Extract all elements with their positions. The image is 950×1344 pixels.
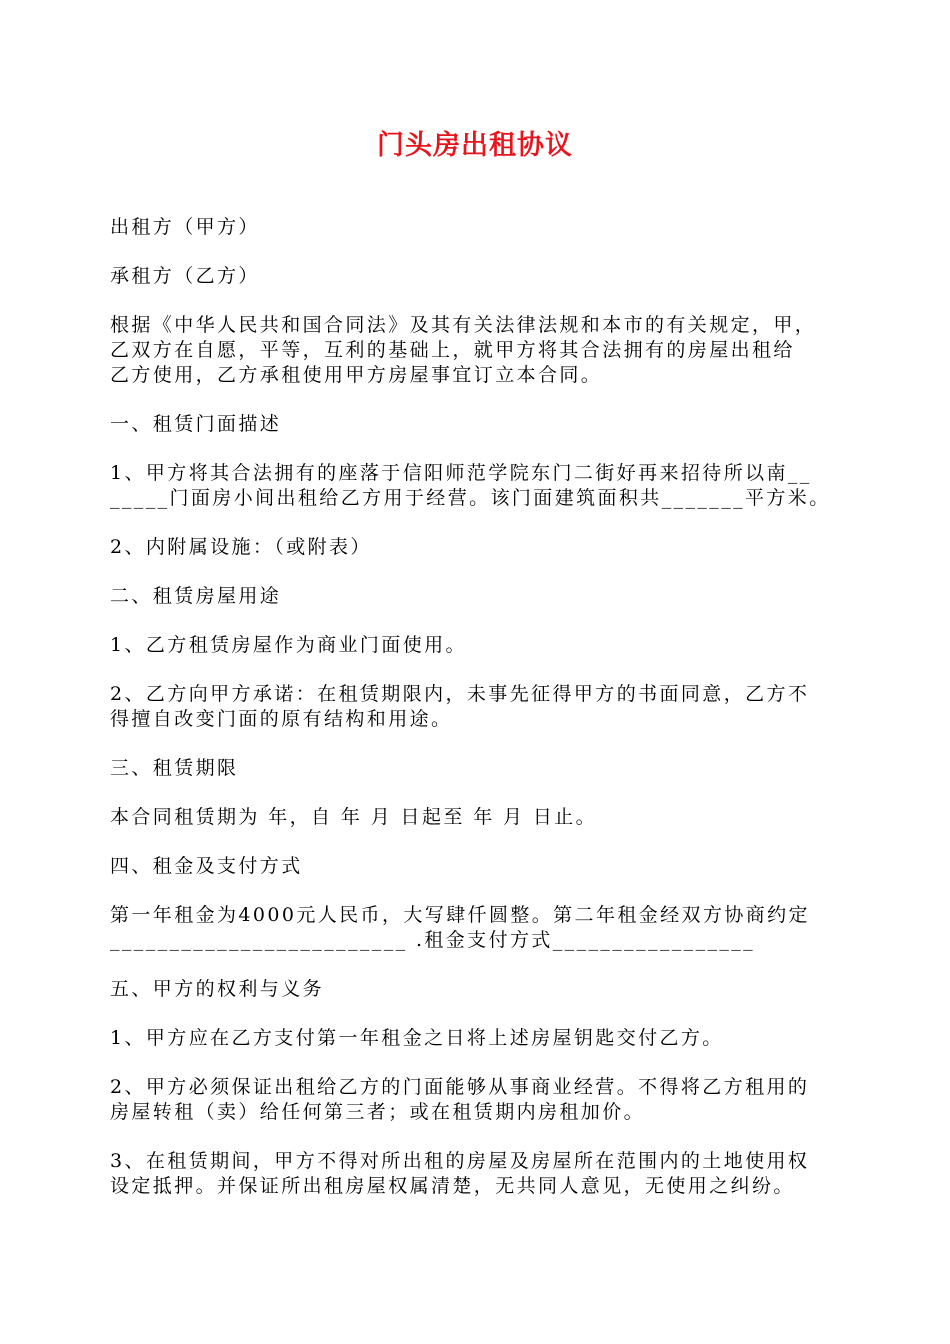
paragraph-line: 出租方（甲方） [110, 216, 260, 238]
paragraph-line: 第一年租金为4000元人民币，大写肆仟圆整。第二年租金经双方协商约定 [110, 904, 810, 926]
paragraph [110, 461, 842, 511]
paragraph [110, 535, 842, 560]
paragraph-line: 1、乙方租赁房屋作为商业门面使用。 [110, 634, 467, 656]
paragraph-line: 乙双方在自愿，平等，互利的基础上，就甲方将其合法拥有的房屋出租给 [110, 339, 795, 361]
paragraph-line: 五、甲方的权利与义务 [110, 978, 325, 1000]
paragraph-line: 2、内附属设施：（或附表） [110, 536, 372, 558]
paragraph [110, 1149, 842, 1199]
document-title: 门头房出租协议 [377, 130, 573, 161]
paragraph [110, 215, 842, 240]
paragraph [110, 805, 842, 830]
paragraph [110, 584, 842, 609]
paragraph-line: 房屋转租（卖）给任何第三者；或在租赁期内房租加价。 [110, 1101, 646, 1123]
document-body [110, 215, 842, 1223]
paragraph-line: 1、甲方将其合法拥有的座落于信阳师范学院东门二街好再来招待所以南__ [110, 462, 812, 484]
paragraph-line: _________________________ .租金支付方式_________________ [110, 929, 756, 951]
paragraph-line: _____门面房小间出租给乙方用于经营。该门面建筑面积共_______平方米。 [110, 487, 831, 509]
paragraph [110, 1075, 842, 1125]
paragraph-line: 得擅自改变门面的原有结构和用途。 [110, 708, 453, 730]
paragraph [110, 264, 842, 289]
paragraph [110, 412, 842, 437]
paragraph [110, 682, 842, 732]
paragraph [110, 756, 842, 781]
paragraph [110, 1026, 842, 1051]
paragraph-line: 一、租赁门面描述 [110, 413, 282, 435]
paragraph-line: 乙方使用，乙方承租使用甲方房屋事宜订立本合同。 [110, 364, 603, 386]
paragraph-line: 二、租赁房屋用途 [110, 585, 282, 607]
paragraph [110, 977, 842, 1002]
paragraph-line: 三、租赁期限 [110, 757, 239, 779]
paragraph [110, 313, 842, 388]
paragraph-line: 本合同租赁期为 年，自 年 月 日起至 年 月 日止。 [110, 806, 598, 828]
paragraph [110, 903, 842, 953]
paragraph [110, 854, 842, 879]
paragraph-line: 2、乙方向甲方承诺：在租赁期限内，未事先征得甲方的书面同意，乙方不 [110, 683, 810, 705]
paragraph [110, 633, 842, 658]
paragraph-line: 四、租金及支付方式 [110, 855, 303, 877]
paragraph-line: 承租方（乙方） [110, 265, 260, 287]
paragraph-line: 2、甲方必须保证出租给乙方的门面能够从事商业经营。不得将乙方租用的 [110, 1076, 810, 1098]
paragraph-line: 1、甲方应在乙方支付第一年租金之日将上述房屋钥匙交付乙方。 [110, 1027, 724, 1049]
paragraph-line: 设定抵押。并保证所出租房屋权属清楚，无共同人意见，无使用之纠纷。 [110, 1175, 795, 1197]
paragraph-line: 3、在租赁期间，甲方不得对所出租的房屋及房屋所在范围内的土地使用权 [110, 1150, 810, 1172]
paragraph-line: 根据《中华人民共和国合同法》及其有关法律法规和本市的有关规定，甲， [110, 314, 817, 336]
